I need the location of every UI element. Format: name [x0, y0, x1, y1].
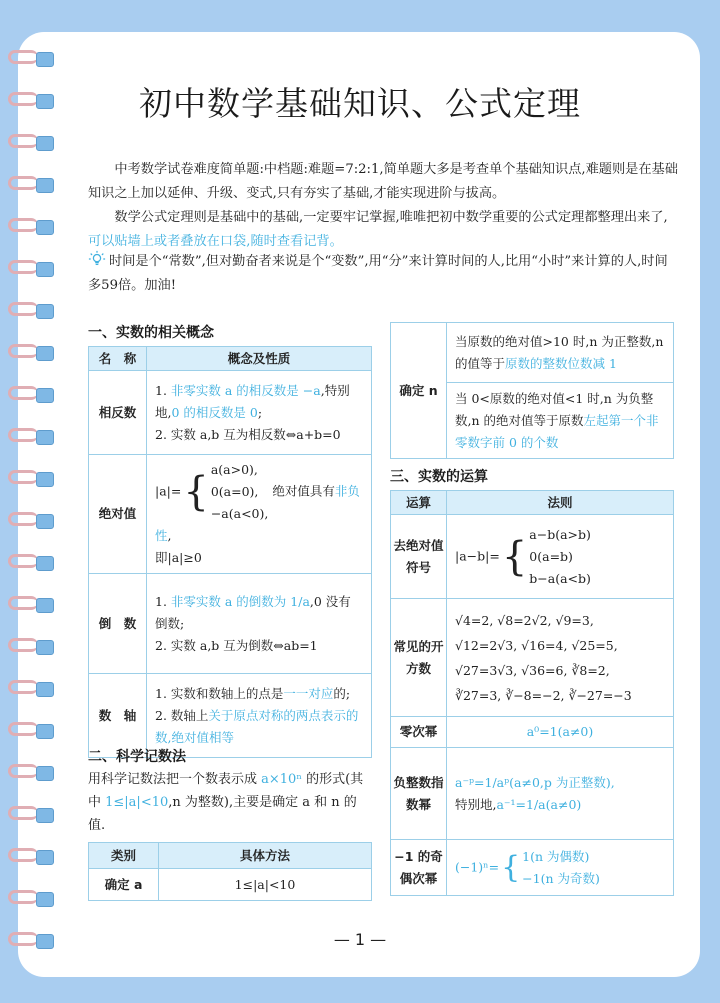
binding-ring	[6, 132, 62, 156]
page-number: — 1 —	[333, 930, 387, 949]
col-header-name: 名 称	[89, 347, 147, 371]
intro-paragraph-2: 数学公式定理则是基础中的基础,一定要牢记掌握,唯唯把初中数学重要的公式定理都整理出来了,可以贴墙上或者叠放在口袋,随时查看记背。	[88, 210, 668, 249]
row-name-remove-abs: 去绝对值符号	[391, 515, 447, 599]
section-1-heading: 一、实数的相关概念	[88, 325, 214, 341]
row-name-common-roots: 常见的开方数	[391, 599, 447, 717]
binding-ring	[6, 216, 62, 240]
scientific-notation-table	[88, 842, 372, 901]
binding-ring	[6, 426, 62, 450]
row-body-remove-abs: |a−b|= { a−b(a>b) 0(a=b) b−a(a<b)	[447, 515, 674, 599]
row-name-number-line: 数 轴	[89, 674, 147, 758]
row-body-negative-exponent: a⁻ᵖ=1/aᵖ(a≠0,p 为正整数), 特别地,a⁻¹=1/a(a≠0)	[447, 748, 674, 840]
row-body-absolute: |a|= { a(a>0), 0(a=0), −a(a<0), 绝对值具有非负性, 即|a|≥0	[147, 455, 372, 574]
determine-n-table	[390, 322, 674, 459]
row-body-determine-a: 1≤|a|<10	[159, 869, 372, 901]
col-header-method: 具体方法	[159, 843, 372, 869]
row-body-number-line: 1. 实数和数轴上的点是一一对应的; 2. 数轴上关于原点对称的两点表示的数,绝对值相等	[147, 674, 372, 758]
binding-ring	[6, 258, 62, 282]
lightbulb-icon	[88, 250, 106, 268]
row-body-common-roots: √4=2, √8=2√2, √9=3, √12=2√3, √16=4, √25=5, √27=3√3, √36=6, ∛8=2, ∛27=3, ∛−8=−2, ∛−27=−3	[447, 599, 674, 717]
real-number-operations-table	[390, 490, 674, 896]
binding-ring	[6, 48, 62, 72]
row-body-zero-power: a⁰=1(a≠0)	[447, 717, 674, 748]
page-title: 初中数学基础知识、公式定理	[139, 84, 581, 123]
binding-ring	[6, 174, 62, 198]
tip-line	[88, 250, 678, 298]
col-header-rule: 法则	[447, 491, 674, 515]
row-body-n-negative: 当 0<原数的绝对值<1 时,n 为负整数,n 的绝对值等于原数左起第一个非零数字前 0 的个数	[447, 383, 674, 459]
binding-ring	[6, 804, 62, 828]
row-name-zero-power: 零次幂	[391, 717, 447, 748]
intro-paragraph-1: 中考数学试卷难度简单题:中档题:难题=7:2:1,简单题大多是考查单个基础知识点,难题则是在基础知识之上加以延伸、升级、变式,只有夯实了基础,才能实现进阶与拔高。	[88, 162, 678, 201]
real-number-concepts-table	[88, 346, 372, 758]
col-header-category: 类别	[89, 843, 159, 869]
row-name-negative-exponent: 负整数指数幂	[391, 748, 447, 840]
binding-ring	[6, 300, 62, 324]
row-body-opposite: 1. 非零实数 a 的相反数是 −a,特别地,0 的相反数是 0; 2. 实数 a,b 互为相反数⇔a+b=0	[147, 371, 372, 455]
row-name-absolute: 绝对值	[89, 455, 147, 574]
row-body-reciprocal: 1. 非零实数 a 的倒数为 1/a,0 没有倒数; 2. 实数 a,b 互为倒数⇔ab=1	[147, 574, 372, 674]
binding-ring	[6, 888, 62, 912]
binding-ring	[6, 594, 62, 618]
intro-text	[88, 158, 678, 254]
row-name-determine-a: 确定 a	[89, 869, 159, 901]
row-name-reciprocal: 倒 数	[89, 574, 147, 674]
section-3-heading: 三、实数的运算	[390, 469, 488, 485]
row-name-opposite: 相反数	[89, 371, 147, 455]
col-header-operation: 运算	[391, 491, 447, 515]
binding-ring	[6, 762, 62, 786]
col-header-property: 概念及性质	[147, 347, 372, 371]
binding-ring	[6, 342, 62, 366]
binding-ring	[6, 468, 62, 492]
row-body-minus-one-power: (−1)ⁿ= { 1(n 为偶数) −1(n 为奇数)	[447, 840, 674, 896]
row-body-n-positive: 当原数的绝对值>10 时,n 为正整数,n 的值等于原数的整数位数减 1	[447, 323, 674, 383]
section-2-heading: 二、科学记数法	[88, 749, 186, 765]
binding-ring	[6, 552, 62, 576]
binding-ring	[6, 384, 62, 408]
row-name-determine-n: 确定 n	[391, 323, 447, 459]
binding-ring	[6, 636, 62, 660]
binding-ring	[6, 510, 62, 534]
binding-ring	[6, 678, 62, 702]
binding-ring	[6, 720, 62, 744]
binding-ring	[6, 846, 62, 870]
row-name-minus-one-power: −1 的奇偶次幂	[391, 840, 447, 896]
tip-text: 时间是个“常数”,但对勤奋者来说是个“变数”,用“分”来计算时间的人,比用“小时”来计算的人,时间多59倍。加油!	[88, 254, 668, 293]
scientific-notation-text: 用科学记数法把一个数表示成 a×10ⁿ 的形式(其中 1≤|a|<10,n 为整数),主要是确定 a 和 n 的值.	[88, 772, 364, 833]
